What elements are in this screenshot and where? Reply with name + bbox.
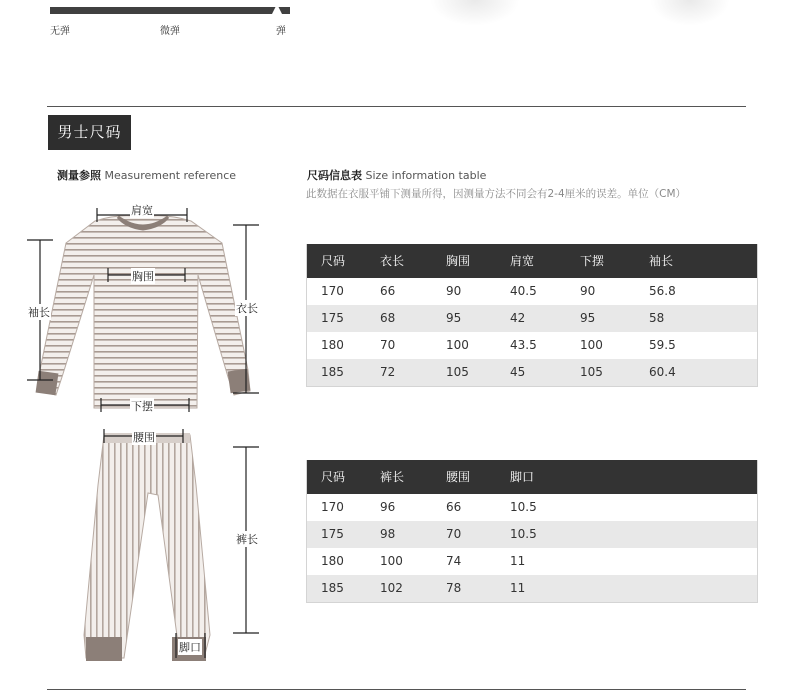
table-cell: 170: [321, 500, 344, 514]
top-size-table: [306, 244, 758, 387]
table-cell: 70: [446, 527, 462, 541]
size-info-title-en: Size information table: [365, 169, 487, 182]
table-cell: 95: [580, 311, 596, 325]
size-info-heading: [307, 167, 486, 183]
table-cell: 11: [510, 554, 526, 568]
label-pants-length: 裤长: [236, 533, 258, 546]
elasticity-label-slight: 微弹: [160, 26, 180, 37]
label-length: 衣长: [236, 302, 258, 315]
table-cell: 90: [446, 284, 462, 298]
table-cell: 10.5: [510, 527, 537, 541]
pants-illustration: [84, 433, 210, 661]
table-cell: 58: [649, 311, 665, 325]
table-header-cell: 脚口: [510, 470, 535, 484]
table-row: [307, 548, 757, 575]
table-header-cell: 肩宽: [510, 254, 535, 268]
table-row: [307, 521, 757, 548]
table-cell: 175: [321, 527, 344, 541]
section-divider-top: [47, 106, 746, 107]
table-cell: 42: [510, 311, 526, 325]
table-row: [307, 278, 757, 305]
size-info-note: 此数据在衣服平铺下测量所得，因测量方法不同会有2-4厘米的误差。单位（CM）: [306, 188, 687, 200]
measurement-title-en: Measurement reference: [104, 169, 237, 182]
table-cell: 100: [580, 338, 603, 352]
table-header-cell: 腰围: [446, 470, 471, 484]
table-cell: 40.5: [510, 284, 537, 298]
elasticity-scale-bar: [50, 7, 290, 14]
table-cell: 185: [321, 365, 344, 379]
table-cell: 78: [446, 581, 462, 595]
table-header-cell: 尺码: [321, 254, 346, 268]
table-cell: 59.5: [649, 338, 676, 352]
section-title-mens-size: 男士尺码: [48, 115, 131, 150]
table-header-cell: 下摆: [580, 254, 605, 268]
table-cell: 105: [446, 365, 469, 379]
table-cell: 96: [380, 500, 396, 514]
table-cell: 60.4: [649, 365, 676, 379]
table-cell: 102: [380, 581, 403, 595]
label-shoulder: 肩宽: [131, 204, 153, 217]
fabric-fade-image: [430, 0, 520, 26]
table-header-row: [307, 460, 757, 494]
table-cell: 90: [580, 284, 596, 298]
elasticity-label-stretch: 弹: [276, 26, 286, 37]
shirt-illustration: [36, 216, 251, 408]
table-cell: 66: [446, 500, 462, 514]
table-cell: 43.5: [510, 338, 537, 352]
table-cell: 45: [510, 365, 526, 379]
section-divider-bottom: [47, 689, 746, 690]
table-cell: 105: [580, 365, 603, 379]
table-row: [307, 359, 757, 386]
table-row: [307, 305, 757, 332]
table-header-cell: 衣长: [380, 254, 405, 268]
table-cell: 170: [321, 284, 344, 298]
table-header-cell: 裤长: [380, 470, 405, 484]
table-row: [307, 575, 757, 602]
pants-size-table: [306, 460, 758, 603]
table-cell: 185: [321, 581, 344, 595]
table-row: [307, 494, 757, 521]
table-cell: 10.5: [510, 500, 537, 514]
measurement-title: 测量参照: [57, 169, 101, 182]
table-cell: 180: [321, 554, 344, 568]
table-header-cell: 尺码: [321, 470, 346, 484]
label-waist: 腰围: [133, 431, 155, 444]
table-cell: 68: [380, 311, 396, 325]
table-header-cell: 袖长: [649, 254, 674, 268]
label-chest: 胸围: [132, 270, 154, 283]
table-cell: 175: [321, 311, 344, 325]
elasticity-label-none: 无弹: [50, 26, 70, 37]
measurement-reference-heading: [57, 167, 236, 183]
table-cell: 98: [380, 527, 396, 541]
table-cell: 70: [380, 338, 396, 352]
size-info-title: 尺码信息表: [307, 169, 362, 182]
table-row: [307, 332, 757, 359]
table-cell: 74: [446, 554, 462, 568]
table-cell: 95: [446, 311, 462, 325]
table-cell: 100: [446, 338, 469, 352]
table-header-row: [307, 244, 757, 278]
label-hem: 下摆: [131, 400, 153, 413]
table-cell: 72: [380, 365, 396, 379]
label-sleeve: 袖长: [28, 306, 50, 319]
table-header-cell: 胸围: [446, 254, 471, 268]
table-cell: 100: [380, 554, 403, 568]
table-cell: 56.8: [649, 284, 676, 298]
table-cell: 66: [380, 284, 396, 298]
elasticity-marker: [272, 4, 282, 14]
label-cuff: 脚口: [179, 641, 201, 654]
table-cell: 180: [321, 338, 344, 352]
table-cell: 11: [510, 581, 526, 595]
fabric-fade-image: [650, 0, 730, 26]
